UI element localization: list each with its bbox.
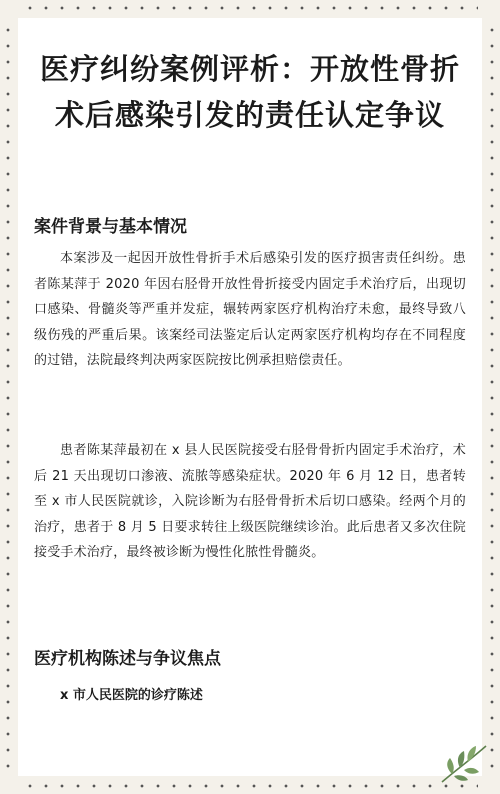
subsection-heading-city-hospital: x 市人民医院的诊疗陈述 (60, 688, 203, 703)
bottom-dotted-border (22, 784, 478, 788)
document-title: 医疗纠纷案例评析：开放性骨折术后感染引发的责任认定争议 (39, 52, 460, 132)
section-heading-dispute: 医疗机构陈述与争议焦点 (34, 649, 221, 669)
right-dotted-border (490, 22, 494, 772)
leaf-sprig-icon (434, 740, 492, 786)
paragraph-case-summary: 本案涉及一起因开放性骨折手术后感染引发的医疗损害责任纠纷。患者陈某萍于 2020 年因右胫骨开放性骨折接受内固定手术治疗后，出现切口感染、骨髓炎等严重并发症，辗转两家医疗机构治疗未愈，最终导致八级伤残的严重后果。该案经司法鉴定后认定两家医疗机构均存在不同程度的过错，法院最终判决两家医院按比例承担赔偿责任。 (34, 251, 466, 369)
paragraph-treatment-history: 患者陈某萍最初在 x 县人民医院接受右胫骨骨折内固定手术治疗，术后 21 天出现切口渗液、流脓等感染症状。2020 年 6 月 12 日，患者转至 x 市人民医院就诊，入院诊断为右胫骨骨折术后切口感染。经两个月的治疗，患者于 8 月 5 日要求转往上级医院继续诊治。此后患者又多次住院接受手术治疗，最终被诊断为慢性化脓性骨髓炎。 (34, 443, 466, 561)
section-heading-background: 案件背景与基本情况 (34, 217, 187, 237)
left-dotted-border (6, 22, 10, 772)
top-dotted-border (22, 6, 478, 10)
